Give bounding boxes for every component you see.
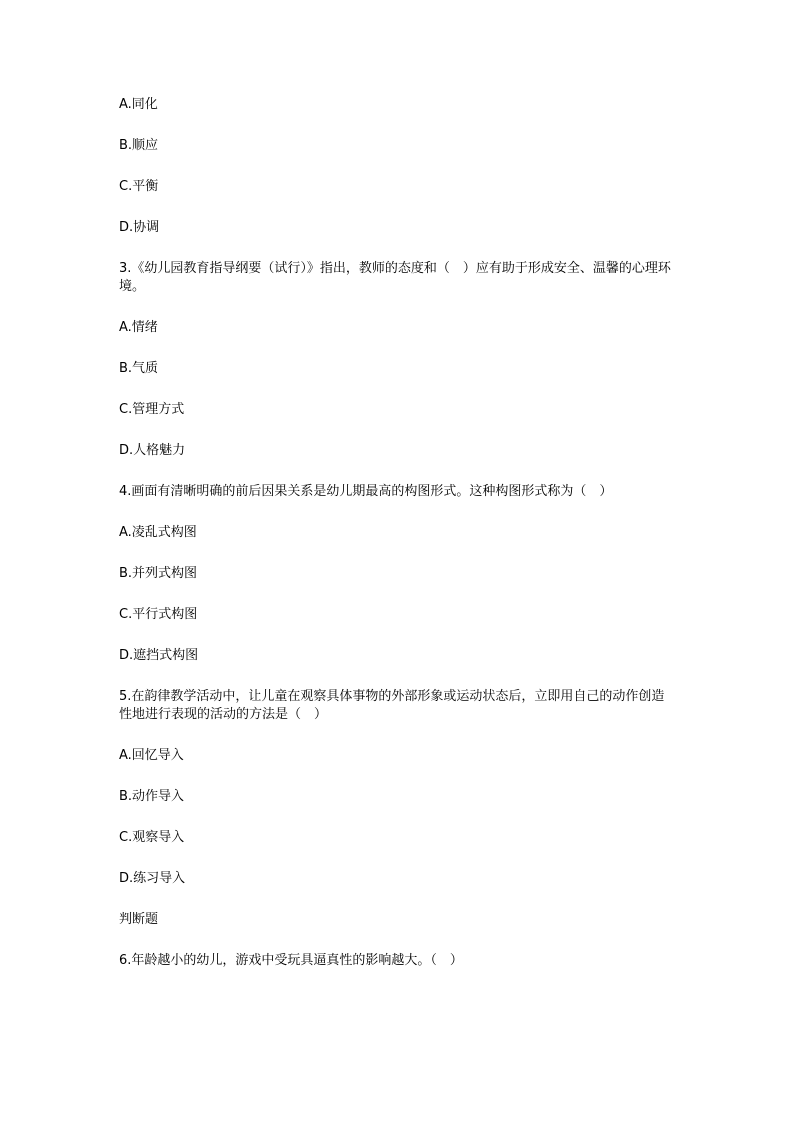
- option-c-3: C.管理方式: [119, 402, 185, 417]
- option-d-4: D.遮挡式构图: [119, 648, 199, 663]
- question-5: 5.在韵律教学活动中，让儿童在观察具体事物的外部形象或运动状态后，立即用自己的动作创造性地进行表现的活动的方法是（ ）: [119, 689, 665, 722]
- option-a-5: A.回忆导入: [119, 748, 184, 763]
- option-c-1: C.平衡: [119, 179, 159, 194]
- question-6: 6.年龄越小的幼儿，游戏中受玩具逼真性的影响越大。（ ）: [119, 953, 463, 968]
- option-c-5: C.观察导入: [119, 830, 185, 845]
- option-d-1: D.协调: [119, 220, 160, 235]
- option-d-5: D.练习导入: [119, 871, 186, 886]
- option-b-5: B.动作导入: [119, 789, 185, 804]
- option-d-3: D.人格魅力: [119, 443, 186, 458]
- option-c-4: C.平行式构图: [119, 607, 198, 622]
- question-3: 3.《幼儿园教育指导纲要（试行）》指出，教师的态度和（ ）应有助于形成安全、温馨的心理环境。: [119, 261, 671, 294]
- option-a-4: A.凌乱式构图: [119, 525, 197, 540]
- section-heading-true-false: 判断题: [119, 912, 159, 927]
- option-a-3: A.情绪: [119, 320, 158, 335]
- question-4: 4.画面有清晰明确的前后因果关系是幼儿期最高的构图形式。这种构图形式称为（ ）: [119, 484, 613, 499]
- option-b-4: B.并列式构图: [119, 566, 198, 581]
- document-page: [119, 96, 675, 993]
- option-a-1: A.同化: [119, 97, 158, 112]
- option-b-1: B.顺应: [119, 138, 159, 153]
- option-b-3: B.气质: [119, 361, 159, 376]
